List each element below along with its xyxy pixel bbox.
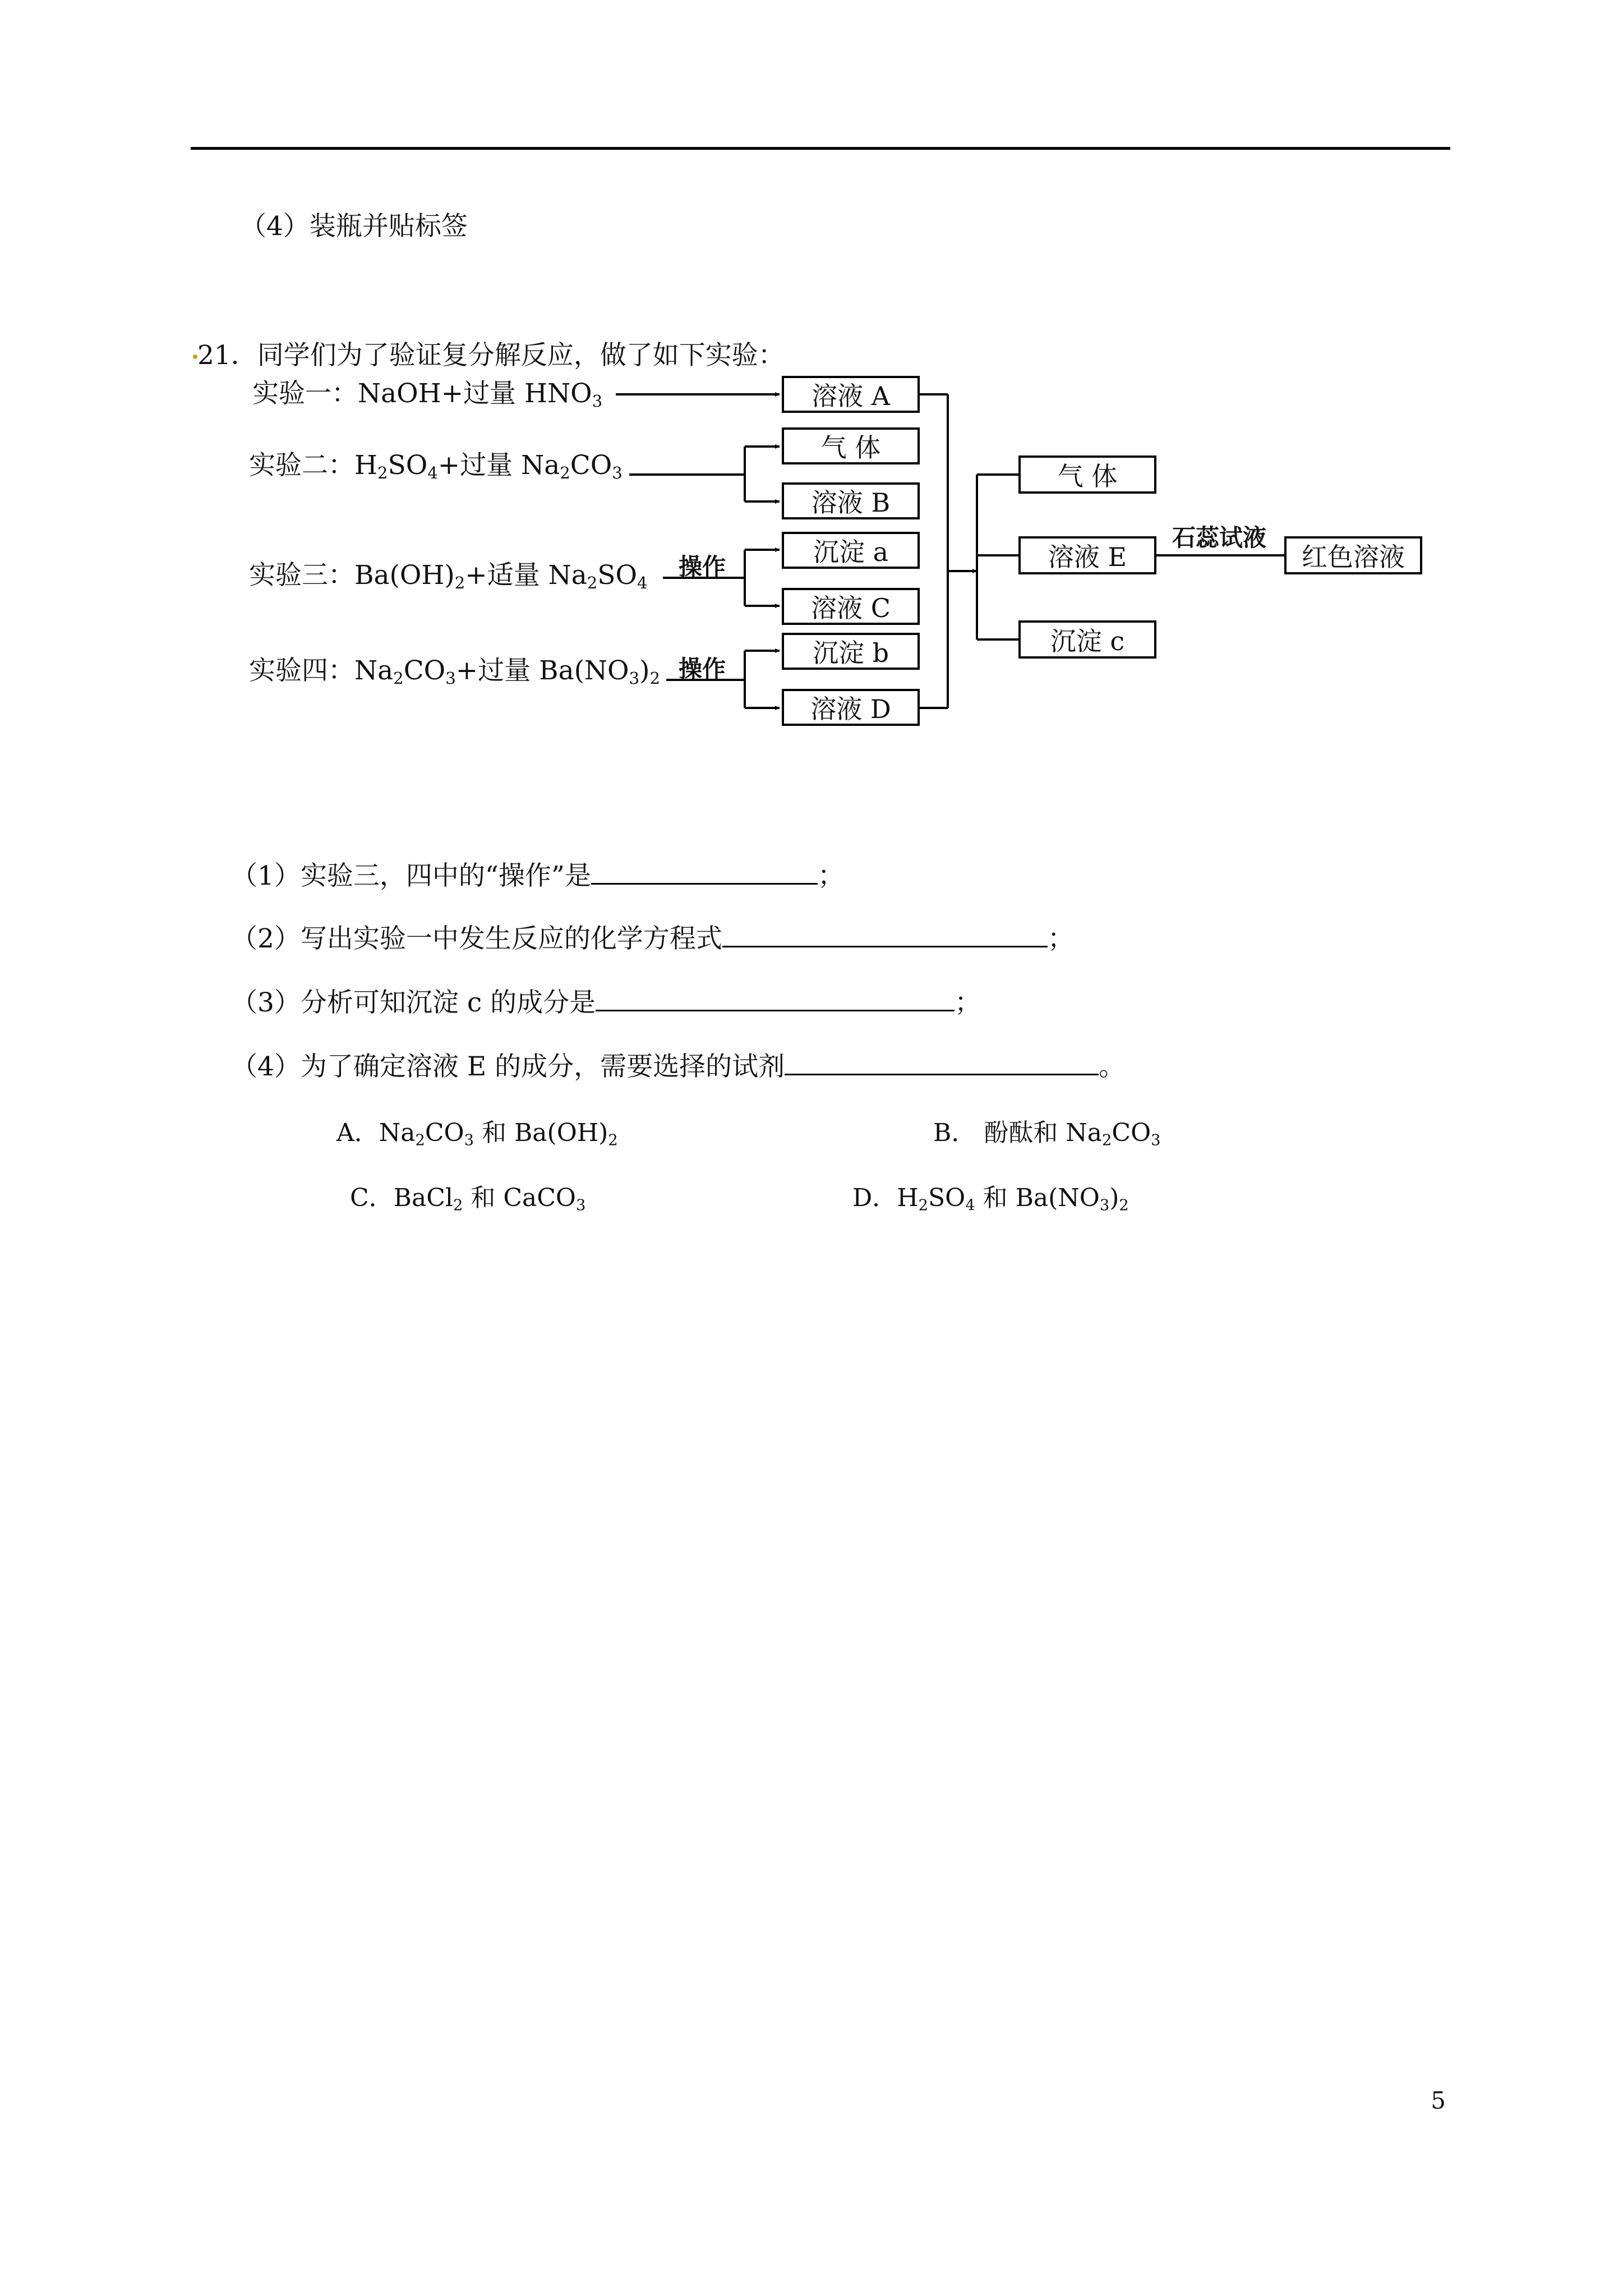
page-number: 5	[1431, 2087, 1446, 2114]
box-solution-a: 溶液 A	[782, 376, 920, 413]
option-d[interactable]: D．$H_2SO_4$ 和 $Ba(NO_3)_2$	[852, 1184, 1129, 1214]
box-red-solution: 红色溶液	[1284, 536, 1422, 574]
box-solution-d: 溶液 D	[782, 689, 920, 726]
box-solution-c: 溶液 C	[782, 588, 920, 625]
box-solution-e: 溶液 E	[1018, 536, 1156, 574]
part-3: （3）分析可知沉淀 c 的成分是 ；	[231, 985, 981, 1020]
previous-item-4: （4）装瓶并贴标签	[240, 211, 468, 242]
box-gas-2: 气 体	[1018, 455, 1156, 494]
option-c[interactable]: C．BaCl$_2$ 和 CaCO$_3$	[350, 1184, 586, 1214]
box-solution-b: 溶液 B	[782, 482, 920, 519]
label-litmus: 石蕊试液	[1172, 524, 1267, 551]
answer-blank-3[interactable]	[596, 985, 955, 1011]
part-4: （4）为了确定溶液 E 的成分，需要选择的试剂 。	[231, 1049, 1125, 1084]
experiment-4: 实验四：$Na_2CO_3+$过量 $Ba(NO_3)_2$	[249, 655, 660, 688]
box-precipitate-b: 沉淀 b	[782, 633, 920, 670]
box-precipitate-c: 沉淀 c	[1018, 620, 1156, 659]
label-operation-1: 操作	[679, 553, 726, 581]
experiment-2: 实验二：$H_2SO_4+$过量 $Na_2CO_3$	[249, 450, 623, 483]
answer-blank-4[interactable]	[785, 1049, 1099, 1075]
question-intro: 同学们为了验证复分解反应，做了如下实验：	[257, 340, 785, 371]
box-precipitate-a: 沉淀 a	[782, 532, 920, 569]
experiment-1: 实验一：NaOH+过量 $HNO_3$	[252, 378, 603, 411]
experiment-3: 实验三：$Ba(OH)_2+$适量 $Na_2SO_4$	[249, 560, 648, 593]
label-operation-2: 操作	[679, 655, 726, 683]
part-1: （1）实验三，四中的“操作”是 ；	[231, 858, 844, 893]
option-a[interactable]: A．$Na_2CO_3$ 和 $Ba(OH)_2$	[336, 1119, 618, 1149]
option-b[interactable]: B． 酚酞和 $Na_2CO_3$	[933, 1119, 1161, 1149]
part-2: （2）写出实验一中发生反应的化学方程式 ；	[231, 921, 1074, 956]
question-number: 21．	[197, 340, 257, 371]
box-gas-1: 气 体	[782, 427, 920, 464]
answer-blank-2[interactable]	[722, 921, 1048, 947]
answer-blank-1[interactable]	[591, 858, 818, 885]
